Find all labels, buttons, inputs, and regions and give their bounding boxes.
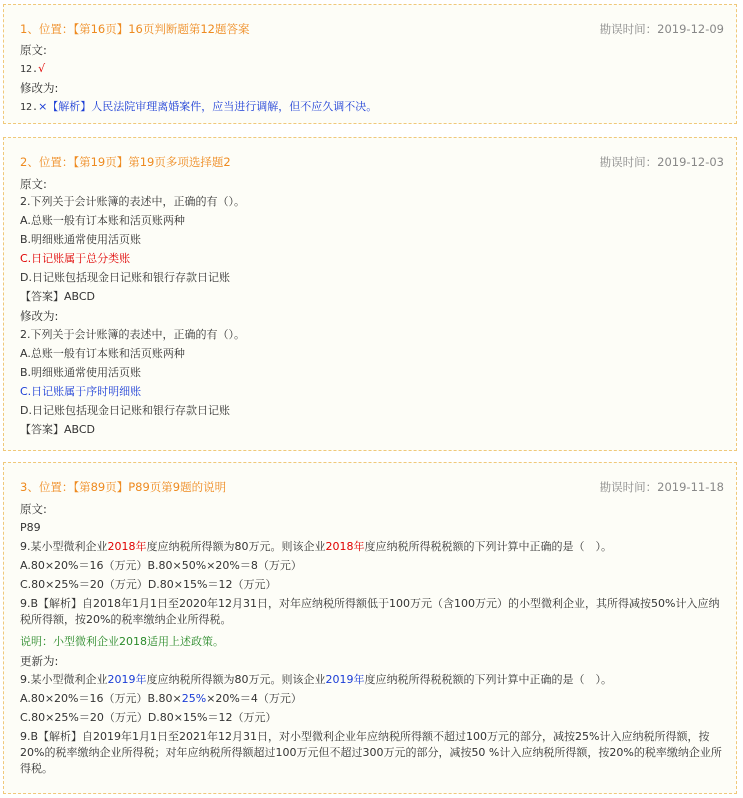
- option-b: B.明细账通常使用活页账: [20, 233, 142, 246]
- entry-title: 2、位置：【第19页】第19页多项选择题2: [20, 155, 231, 169]
- erratum-entry-3: [3, 462, 737, 794]
- option-c-original: C.日记账属于总分类账: [20, 252, 131, 265]
- entry-date: 勘误时间：2019-11-18: [599, 480, 724, 494]
- analysis-text: 9.B【解析】自2018年1月1日至2020年12月31日，对年应纳税所得额低于100万元（含100万元）的小型微利企业，其所得减按50%计入应纳税所得额，按20%的税率缴纳企业所得税。: [20, 597, 720, 626]
- entry-header: [4, 154, 736, 168]
- modified-label: 更新为:: [20, 654, 59, 668]
- original-label: 原文:: [20, 177, 47, 191]
- option-b: B.明细账通常使用活页账: [20, 366, 142, 379]
- entry-date: 勘误时间：2019-12-03: [599, 155, 724, 169]
- options-cd: C.80×25%＝20（万元）D.80×15%＝12（万元）: [20, 578, 277, 591]
- option-a: A.总账一般有订本账和活页账两种: [20, 214, 185, 227]
- erratum-entry-2: [3, 137, 737, 451]
- entry-title: 1、位置：【第16页】16页判断题第12题答案: [20, 22, 250, 36]
- modified-label: 修改为:: [20, 81, 59, 95]
- answer: 【答案】ABCD: [20, 290, 96, 303]
- analysis-text: 9.B【解析】自2019年1月1日至2021年12月31日，对小型微利企业年应纳税所得额不超过100万元的部分，减按25%计入应纳税所得额，按20%的税率缴纳企业所得税；对年应纳税所得额超过100万元但不超过300万元的部分，减按50 %计入应纳税所得额，按20%的税率缴纳企业所得税。: [20, 730, 722, 775]
- question-text: 2.下列关于会计账簿的表述中，正确的有（）。: [20, 195, 245, 208]
- original-label: 原文:: [20, 502, 47, 516]
- original-label: 原文:: [20, 43, 47, 57]
- option-d: D.日记账包括现金日记账和银行存款日记账: [20, 404, 230, 417]
- option-a: A.总账一般有订本账和活页账两种: [20, 347, 185, 360]
- original-text: 12.√: [20, 62, 46, 75]
- entry-header: [4, 479, 736, 493]
- options-ab: A.80×20%＝16（万元）B.80×25%×20%＝4（万元）: [20, 692, 302, 705]
- page-ref: P89: [20, 521, 41, 534]
- question-text: 2.下列关于会计账簿的表述中，正确的有（）。: [20, 328, 245, 341]
- check-mark: √: [38, 62, 46, 75]
- question-text: 9.某小型微利企业2019年度应纳税所得额为80万元。则该企业2019年度应纳税所得税税额的下列计算中正确的是（ ）。: [20, 673, 612, 686]
- cross-mark: ×: [38, 100, 48, 113]
- modified-label: 修改为:: [20, 309, 59, 323]
- option-d: D.日记账包括现金日记账和银行存款日记账: [20, 271, 230, 284]
- entry-date: 勘误时间：2019-12-09: [599, 22, 724, 36]
- question-text: 9.某小型微利企业2018年度应纳税所得额为80万元。则该企业2018年度应纳税所得税税额的下列计算中正确的是（ ）。: [20, 540, 612, 553]
- note-text: 说明：小型微利企业2018适用上述政策。: [20, 635, 224, 648]
- entry-header: [4, 21, 736, 35]
- entry-title: 3、位置：【第89页】P89页第9题的说明: [20, 480, 227, 494]
- erratum-entry-1: [3, 4, 737, 124]
- option-c-modified: C.日记账属于序时明细账: [20, 385, 142, 398]
- modified-text: 12.×【解析】人民法院审理离婚案件，应当进行调解，但不应久调不决。: [20, 100, 378, 113]
- options-cd: C.80×25%＝20（万元）D.80×15%＝12（万元）: [20, 711, 277, 724]
- options-ab: A.80×20%＝16（万元）B.80×50%×20%＝8（万元）: [20, 559, 302, 572]
- answer: 【答案】ABCD: [20, 423, 96, 436]
